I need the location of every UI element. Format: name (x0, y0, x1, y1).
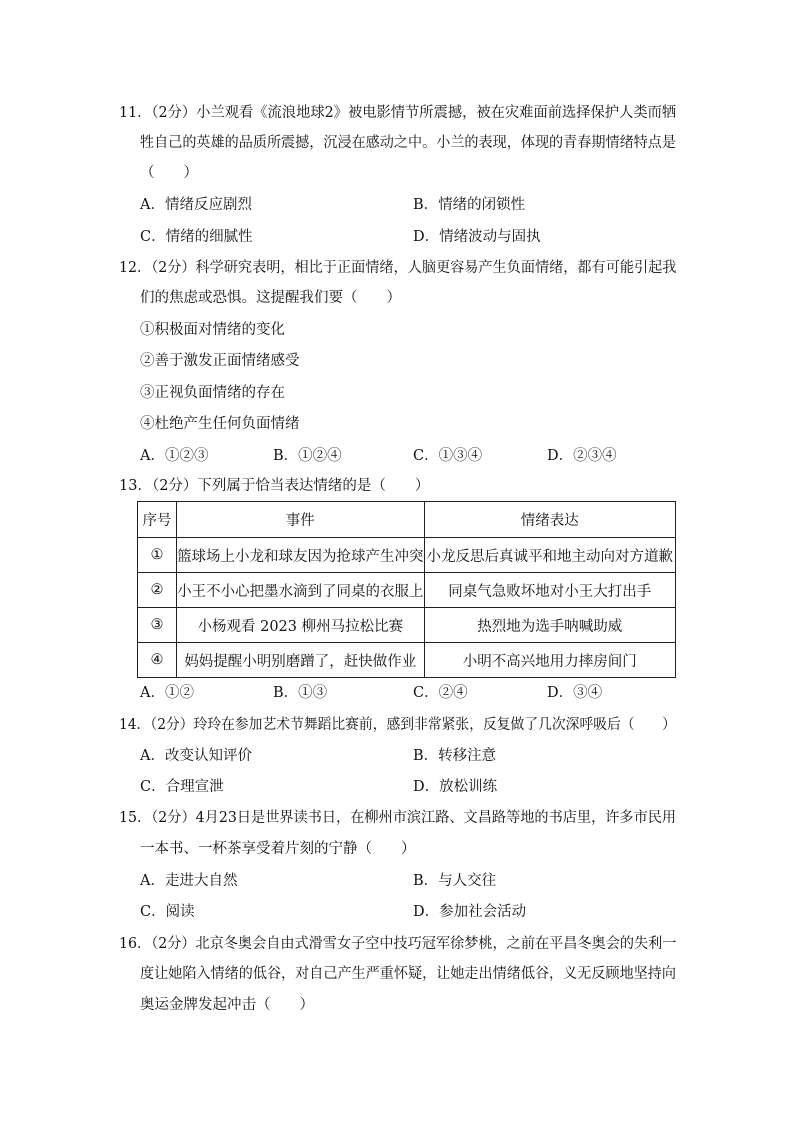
q11-option-a[interactable]: A．情绪反应剧烈 (140, 197, 252, 213)
q12-option-a[interactable]: A．①②③ (140, 448, 209, 464)
q14-option-b[interactable]: B．转移注意 (413, 748, 497, 764)
q12-option-c[interactable]: C．①③④ (413, 448, 483, 464)
q12-stem-line-2: 们的焦虑或恐惧。这提醒我们要（ ） (140, 290, 401, 306)
q13-option-a[interactable]: A．①② (140, 685, 194, 701)
q15-option-b[interactable]: B．与人交往 (413, 873, 497, 889)
table-cell: ③ (138, 608, 177, 643)
table-cell: 篮球场上小龙和球友因为抢球产生冲突 (177, 538, 425, 573)
table-header-row (138, 502, 676, 538)
q15-stem-line-1: 15．（2分）4月23日是世界读书日，在柳州市滨江路、文昌路等地的书店里，许多市民用 (119, 810, 677, 826)
q16-stem-line-2: 度让她陷入情绪的低谷，对自己产生严重怀疑，让她走出情绪低谷，义无反顾地坚持向 (140, 966, 676, 982)
table-cell: 妈妈提醒小明别磨蹭了，赶快做作业 (177, 643, 425, 678)
q14-option-d[interactable]: D．放松训练 (413, 779, 498, 795)
q15-option-d[interactable]: D．参加社会活动 (413, 904, 527, 920)
table-cell: 小王不小心把墨水滴到了同桌的衣服上 (177, 573, 425, 608)
q11-stem-line-1: 11．（2分）小兰观看《流浪地球2》被电影情节所震撼，被在灾难面前选择保护人类而牺 (119, 105, 677, 121)
q15-stem-line-2: 一本书、一杯茶享受着片刻的宁静（ ） (140, 841, 416, 857)
q11-stem-line-2: 牲自己的英雄的品质所震撼，沉浸在感动之中。小兰的表现，体现的青春期情绪特点是 (140, 135, 676, 151)
table-cell: ① (138, 538, 177, 573)
q13-option-c[interactable]: C．②④ (413, 685, 468, 701)
table-header-cell: 情绪表达 (424, 502, 675, 538)
q11-option-b[interactable]: B．情绪的闭锁性 (413, 197, 526, 213)
q15-option-c[interactable]: C．阅读 (140, 904, 195, 920)
table-cell: 小龙反思后真诚平和地主动向对方道歉 (424, 538, 675, 573)
q13-option-b[interactable]: B．①③ (273, 685, 328, 701)
table-cell: ② (138, 573, 177, 608)
q12-statement-3: ③正视负面情绪的存在 (140, 385, 285, 401)
table-row (138, 538, 676, 573)
table-cell: 同桌气急败坏地对小王大打出手 (424, 573, 675, 608)
q13-stem-line-1: 13．（2分）下列属于恰当表达情绪的是（ ） (119, 478, 430, 494)
q11-option-d[interactable]: D．情绪波动与固执 (413, 229, 541, 245)
q12-statement-1: ①积极面对情绪的变化 (140, 322, 285, 338)
table-cell: 小明不高兴地用力摔房间门 (424, 643, 675, 678)
table-row (138, 643, 676, 678)
q16-stem-line-3: 奥运金牌发起冲击（ ） (140, 997, 314, 1013)
q11-option-c[interactable]: C．情绪的细腻性 (140, 229, 253, 245)
q13-option-d[interactable]: D．③④ (547, 685, 603, 701)
q15-option-a[interactable]: A．走进大自然 (140, 873, 238, 889)
table-cell: ④ (138, 643, 177, 678)
q12-option-b[interactable]: B．①②④ (273, 448, 342, 464)
table-cell: 小杨观看 2023 柳州马拉松比赛 (177, 608, 425, 643)
table-header-cell: 事件 (177, 502, 425, 538)
table-row (138, 608, 676, 643)
q14-option-a[interactable]: A．改变认知评价 (140, 748, 252, 764)
q16-stem-line-1: 16．（2分）北京冬奥会自由式滑雪女子空中技巧冠军徐梦桃，之前在平昌冬奥会的失利一 (119, 936, 677, 952)
q12-stem-line-1: 12．（2分）科学研究表明，相比于正面情绪，人脑更容易产生负面情绪，都有可能引起我 (119, 260, 677, 276)
table-cell: 热烈地为选手呐喊助威 (424, 608, 675, 643)
q11-stem-line-3: （ ） (140, 165, 198, 181)
q14-option-c[interactable]: C．合理宣泄 (140, 779, 224, 795)
q12-statement-4: ④杜绝产生任何负面情绪 (140, 416, 300, 432)
q14-stem-line-1: 14．（2分）玲玲在参加艺术节舞蹈比赛前，感到非常紧张，反复做了几次深呼吸后（ ） (119, 717, 676, 733)
q12-statement-2: ②善于激发正面情绪感受 (140, 353, 300, 369)
q13-table (137, 501, 676, 678)
table-row (138, 573, 676, 608)
q12-option-d[interactable]: D．②③④ (547, 448, 617, 464)
table-header-cell: 序号 (138, 502, 177, 538)
